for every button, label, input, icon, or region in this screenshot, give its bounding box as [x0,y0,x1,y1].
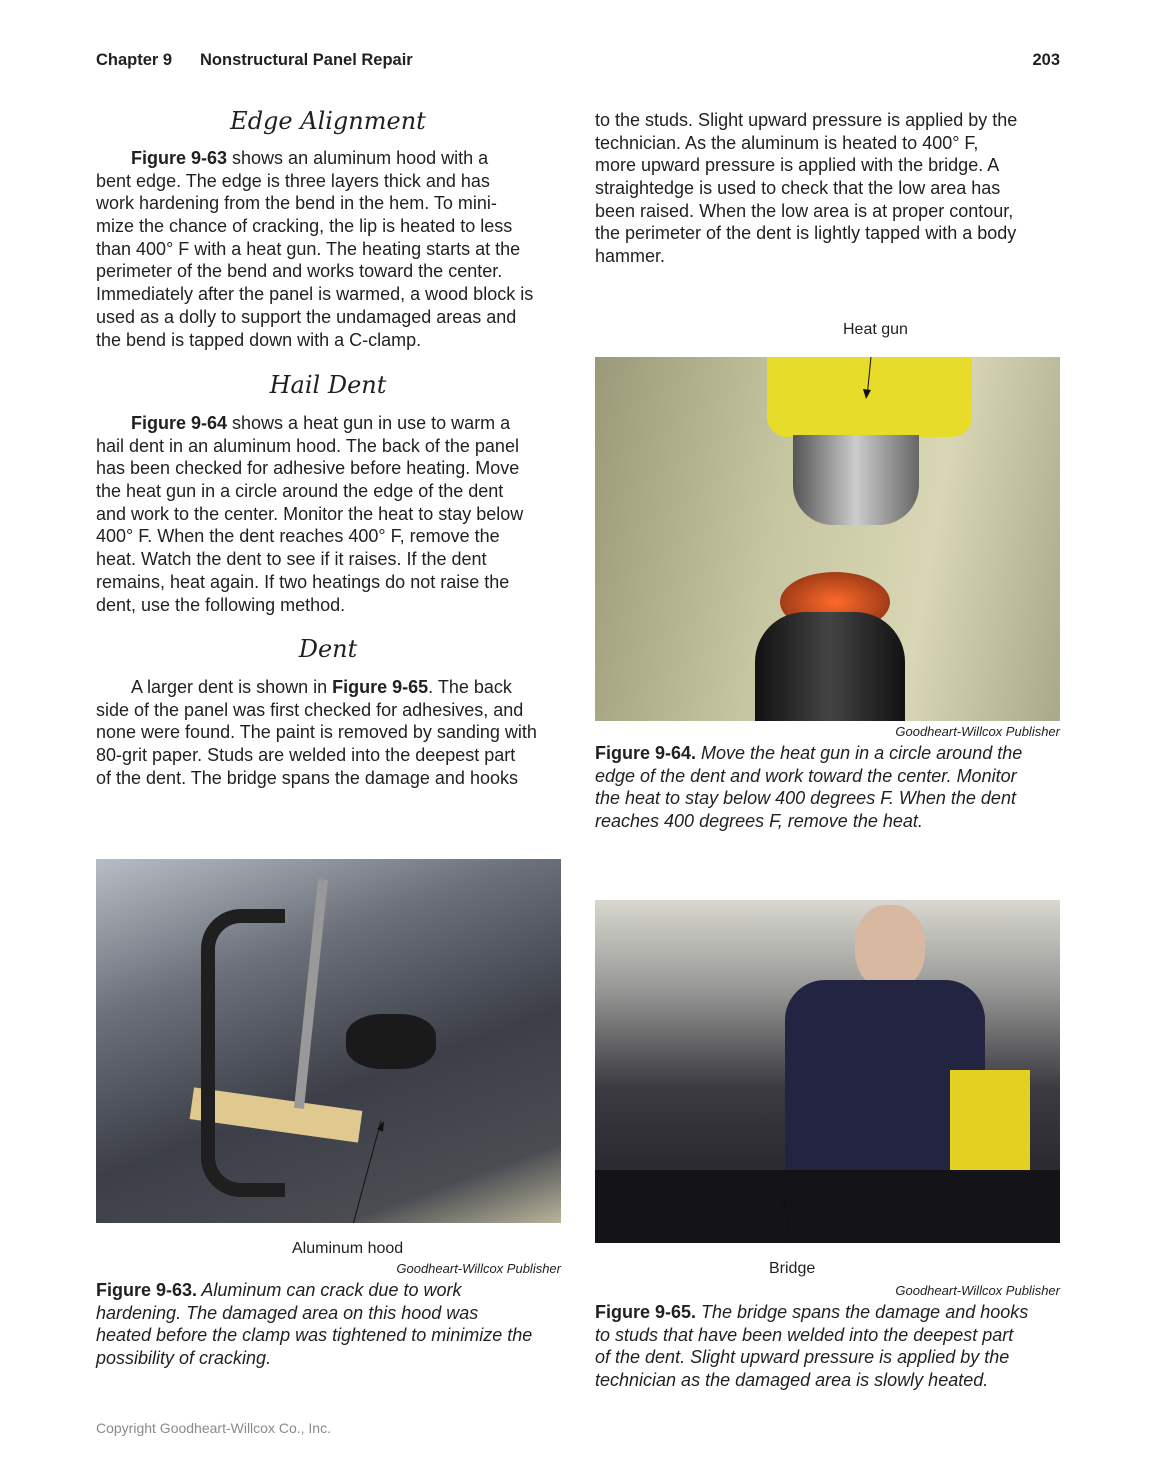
text-line [595,245,1017,268]
text-line [595,154,1017,177]
figure-reference: Figure 9-65. [595,1302,697,1322]
text-segment: of the dent. The bridge spans the damage and hooks [96,767,518,788]
text-line [96,215,533,238]
text-line [595,177,1017,200]
text-line [96,170,533,193]
text-line [595,787,1022,810]
text-segment: the perimeter of the dent is lightly tapped with a body [595,223,1017,244]
text-segment: straightedge is used to check that the low area has [595,178,1001,199]
chapter-label: Chapter 9 [96,51,173,69]
text-segment: hardening. The damaged area on this hood was [96,1302,479,1323]
text-line [96,1347,532,1370]
credit: Goodheart-Willcox Publisher [895,1283,1060,1298]
text-segment: 400° F. When the dent reaches 400° F, remove the [96,526,500,547]
text-line [595,222,1017,245]
text-line [595,742,1022,765]
text-segment: technician as the damaged area is slowly heated. [595,1370,989,1391]
caption-figure-9-64 [595,742,1022,833]
text-line [96,721,537,744]
text-line [595,765,1022,788]
text-segment: remains, heat again. If two heatings do not raise the [96,571,510,592]
text-line [96,548,523,571]
text-segment: dent, use the following method. [96,594,346,615]
copyright: Copyright Goodheart-Willcox Co., Inc. [96,1420,331,1436]
callout-line [96,859,561,1223]
figure-reference: Figure 9-63. [96,1280,198,1300]
text-line [595,1369,1028,1392]
text-segment: shows an aluminum hood with a [227,148,489,168]
text-segment: used as a dolly to support the undamaged areas and [96,306,517,327]
text-segment: bent edge. The edge is three layers thick and has [96,170,490,191]
text-line [595,1301,1028,1324]
text-segment: 80-grit paper. Studs are welded into the deepest part [96,745,516,766]
callout-heat-gun: Heat gun [843,321,908,338]
figure-reference: Figure 9-64. [595,743,697,763]
text-segment: of the dent. Slight upward pressure is applied by the [595,1347,1010,1368]
text-segment: been raised. When the low area is at proper contour, [595,200,1014,221]
text-line [595,1346,1028,1369]
text-segment: and work to the center. Monitor the heat to stay below [96,503,524,524]
text-segment: more upward pressure is applied with the bridge. A [595,155,1000,176]
text-segment: perimeter of the bend and works toward the center. [96,261,503,282]
text-segment: none were found. The paint is removed by sanding with [96,722,537,743]
text-line [96,594,523,617]
credit: Goodheart-Willcox Publisher [396,1261,561,1276]
text-line [96,676,537,699]
text-line [96,412,523,435]
text-line [96,238,533,261]
text-segment: The bridge spans the damage and hooks [696,1302,1029,1322]
text-segment: . The back [428,677,512,697]
text-segment: to studs that have been welded into the deepest part [595,1324,1014,1345]
page-number: 203 [1032,51,1060,69]
text-line [595,810,1022,833]
heading-dent: Dent [298,635,358,663]
heading-edge-alignment: Edge Alignment [230,107,426,135]
text-segment: possibility of cracking. [96,1348,272,1369]
text-line [595,132,1017,155]
text-segment: the heat to stay below 400 degrees F. When the dent [595,788,1016,809]
text-segment: A larger dent is shown in [131,677,333,697]
callout-line [595,357,1060,721]
paragraph-dent [96,676,537,789]
callout-line [595,900,1060,1243]
text-segment: to the studs. Slight upward pressure is applied by the [595,110,1018,130]
figure-9-64-photo [595,357,1060,721]
text-line [96,480,523,503]
text-segment: mize the chance of cracking, the lip is heated to less [96,216,513,237]
text-segment: Move the heat gun in a circle around the [696,743,1023,763]
paragraph-dent-continued [595,109,1017,268]
text-segment: technician. As the aluminum is heated to 400° F, [595,132,979,153]
figure-reference: Figure 9-65 [332,677,429,697]
text-line [96,1324,532,1347]
text-line [96,699,537,722]
text-line [96,306,533,329]
text-line [595,200,1017,223]
text-segment: hammer. [595,246,666,267]
text-line [96,1302,532,1325]
text-segment: the heat gun in a circle around the edge of the dent [96,481,504,502]
text-segment: side of the panel was first checked for adhesives, and [96,699,524,720]
paragraph-hail-dent [96,412,523,616]
text-segment: than 400° F with a heat gun. The heating starts at the [96,238,521,259]
text-segment: work hardening from the bend in the hem. To mini- [96,193,497,214]
text-segment: heated before the clamp was tightened to minimize the [96,1325,533,1346]
callout-bridge: Bridge [769,1260,816,1277]
text-segment: heat. Watch the dent to see if it raises. If the dent [96,549,487,570]
text-line [96,457,523,480]
chapter-title: Nonstructural Panel Repair [200,51,413,69]
text-segment: shows a heat gun in use to warm a [227,413,511,433]
text-line [96,1279,532,1302]
text-segment: Immediately after the panel is warmed, a wood block is [96,284,534,305]
figure-reference: Figure 9-63 [131,148,228,168]
text-line [96,435,523,458]
text-line [96,147,533,170]
text-line [96,192,533,215]
text-line [96,503,523,526]
text-line [96,329,533,352]
figure-9-65-photo [595,900,1060,1243]
text-line [96,260,533,283]
text-line [595,1324,1028,1347]
text-segment: edge of the dent and work toward the center. Monitor [595,765,1017,786]
text-line [96,767,537,790]
callout-aluminum-hood: Aluminum hood [292,1240,404,1257]
figure-reference: Figure 9-64 [131,413,228,433]
text-segment: reaches 400 degrees F, remove the heat. [595,811,923,832]
credit: Goodheart-Willcox Publisher [895,724,1060,739]
text-line [96,571,523,594]
text-segment: has been checked for adhesive before heating. Move [96,458,520,479]
text-segment: hail dent in an aluminum hood. The back of the panel [96,435,519,456]
caption-figure-9-65 [595,1301,1028,1392]
text-line [595,109,1017,132]
figure-9-63-photo [96,859,561,1223]
text-line [96,525,523,548]
paragraph-edge-alignment [96,147,533,351]
heading-hail-dent: Hail Dent [269,371,387,399]
text-segment: the bend is tapped down with a C-clamp. [96,329,422,350]
text-segment: Aluminum can crack due to work [197,1280,462,1300]
caption-figure-9-63 [96,1279,532,1370]
text-line [96,744,537,767]
text-line [96,283,533,306]
